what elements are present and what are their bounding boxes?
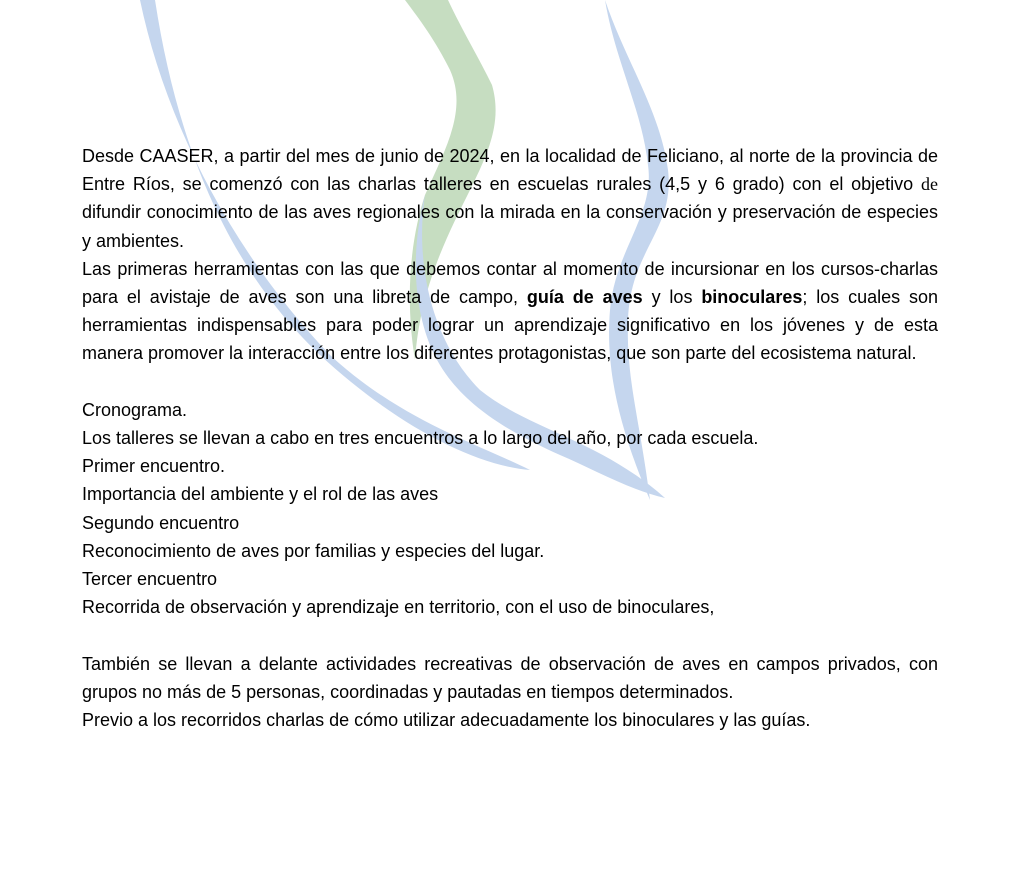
paragraph-spacer: [82, 368, 938, 396]
intro-serif-word: de: [921, 174, 938, 195]
intro-text-part1: Desde CAASER, a partir del mes de junio de 2024, en la localidad de Feliciano, al norte de la provincia de Entre Ríos, se comenzó con las charlas talleres en escuelas rurales (4,5 y 6 grado) con el objetivo: [82, 146, 938, 195]
second-encounter-title: Segundo encuentro: [82, 512, 240, 533]
schedule-heading: Cronograma.: [82, 399, 188, 420]
tools-bold-guide: guía de aves: [526, 287, 643, 308]
paragraph-spacer: [82, 621, 938, 649]
previous-talks-paragraph: Previo a los recorridos charlas de cómo utilizar adecuadamente los binoculares y las guías.: [82, 710, 811, 731]
tools-text-part3: ; los cuales son herramientas indispensables para poder lograr un aprendizaje significativo en los jóvenes y de esta manera promover la interacción entre los diferentes protagonistas, que son parte del ecosistema natural.: [82, 287, 939, 364]
tools-paragraph: [82, 255, 938, 368]
intro-paragraph: [82, 142, 938, 255]
tools-bold-binoculars: binoculares: [701, 287, 803, 308]
schedule-summary: Los talleres se llevan a cabo en tres encuentros a lo largo del año, por cada escuela.: [82, 428, 759, 449]
first-encounter-desc: Importancia del ambiente y el rol de las aves: [82, 484, 439, 505]
document-body: [82, 142, 938, 734]
first-encounter-title: Primer encuentro.: [82, 456, 226, 477]
third-encounter-desc: Recorrida de observación y aprendizaje en territorio, con el uso de binoculares,: [82, 597, 715, 618]
third-encounter-title: Tercer encuentro: [82, 569, 218, 590]
intro-text-part2: difundir conocimiento de las aves regionales con la mirada en la conservación y preservación de especies y ambientes.: [82, 202, 938, 251]
second-encounter-desc: Reconocimiento de aves por familias y especies del lugar.: [82, 540, 545, 561]
tools-text-part1: Las primeras herramientas con las que debemos contar al momento de incursionar en los cursos-charlas para el avistaje de aves son una libreta de campo,: [82, 258, 938, 308]
tools-text-part2: y los: [642, 287, 702, 308]
recreational-activities-paragraph: También se llevan a delante actividades recreativas de observación de aves en campos privados, con grupos no más de 5 personas, coordinadas y pautadas en tiempos determinados.: [82, 653, 938, 702]
